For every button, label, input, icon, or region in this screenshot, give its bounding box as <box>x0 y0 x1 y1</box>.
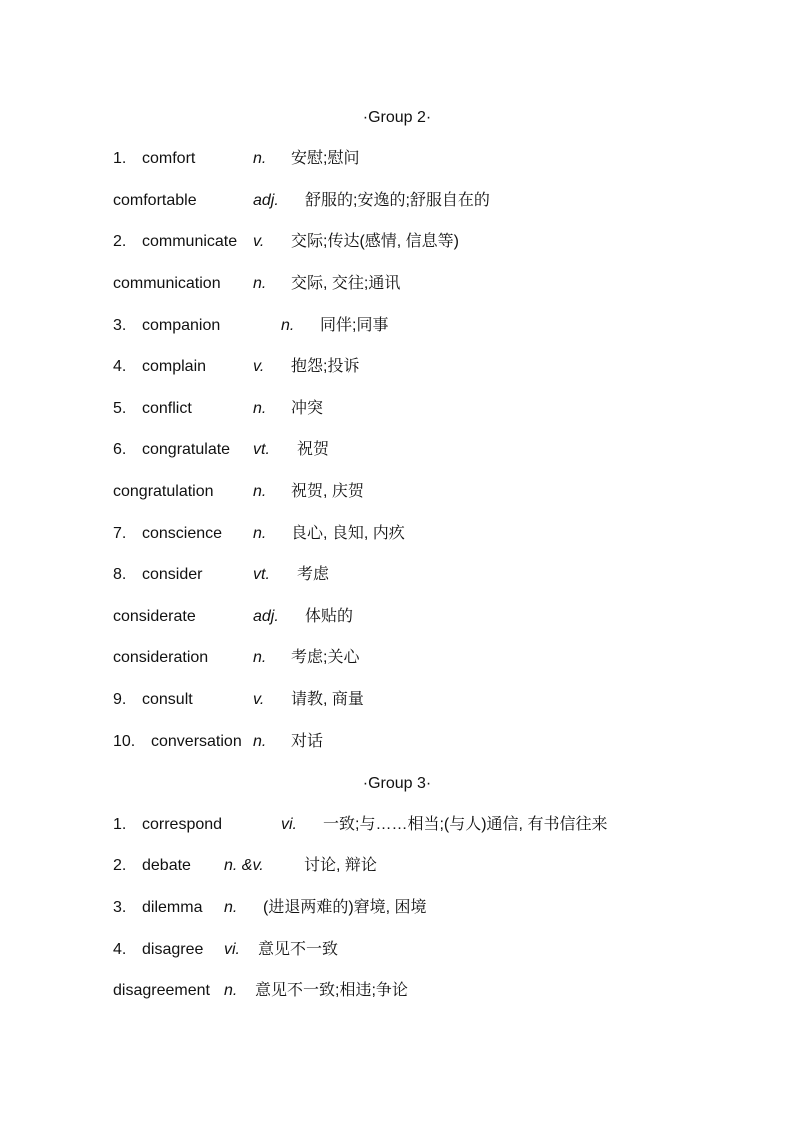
vocab-entry <box>0 523 794 545</box>
vocab-entry <box>0 731 794 753</box>
entry-meaning: 抱怨;投诉 <box>291 358 360 375</box>
entry-meaning: 冲突 <box>291 400 324 417</box>
entry-part-of-speech: v. <box>253 233 265 250</box>
entry-number: 4. <box>113 358 127 375</box>
vocab-entry <box>0 980 794 1002</box>
section-heading: ·Group 3· <box>362 775 432 792</box>
entry-number: 2. <box>113 233 127 250</box>
entry-part-of-speech: n. <box>253 150 267 167</box>
vocab-entry <box>0 439 794 461</box>
entry-meaning: 对话 <box>291 733 324 750</box>
entry-meaning: 同伴;同事 <box>320 317 389 334</box>
entry-word: dilemma <box>142 899 203 916</box>
entry-number: 9. <box>113 691 127 708</box>
entry-word: conscience <box>142 525 223 542</box>
entry-meaning: 考虑;关心 <box>291 649 360 666</box>
entry-word: congratulate <box>142 441 231 458</box>
entry-part-of-speech: vt. <box>253 566 270 583</box>
entry-number: 10. <box>113 733 136 750</box>
entry-meaning: 请教, 商量 <box>291 691 364 708</box>
entry-part-of-speech: adj. <box>253 192 279 209</box>
entry-word: conflict <box>142 400 192 417</box>
vocab-entry <box>0 231 794 253</box>
entry-meaning: 考虑 <box>297 566 330 583</box>
entry-meaning: 祝贺, 庆贺 <box>291 483 364 500</box>
entry-part-of-speech: v. <box>253 358 265 375</box>
entry-number: 3. <box>113 899 127 916</box>
entry-meaning: 交际, 交往;通讯 <box>291 275 401 292</box>
vocab-entry <box>0 481 794 503</box>
vocab-entry <box>0 855 794 877</box>
vocab-entry <box>0 897 794 919</box>
entry-word: considerate <box>113 608 196 625</box>
entry-number: 2. <box>113 857 127 874</box>
vocab-entry <box>0 647 794 669</box>
entry-part-of-speech: n. <box>224 899 238 916</box>
entry-meaning: 体贴的 <box>305 608 354 625</box>
entry-part-of-speech: n. <box>253 649 267 666</box>
vocab-entry <box>0 190 794 212</box>
vocab-entry <box>0 356 794 378</box>
entry-number: 3. <box>113 317 127 334</box>
entry-meaning: 交际;传达(感情, 信息等) <box>291 233 459 250</box>
entry-meaning: 意见不一致;相违;争论 <box>255 982 408 999</box>
entry-part-of-speech: n. <box>253 525 267 542</box>
entry-part-of-speech: n. <box>224 982 238 999</box>
entry-part-of-speech: vi. <box>224 941 240 958</box>
vocab-entry <box>0 315 794 337</box>
entry-word: consideration <box>113 649 209 666</box>
entry-meaning: 一致;与……相当;(与人)通信, 有书信往来 <box>323 816 608 833</box>
entry-word: congratulation <box>113 483 214 500</box>
entry-word: comfortable <box>113 192 197 209</box>
entry-meaning: 意见不一致 <box>258 941 339 958</box>
entry-word: complain <box>142 358 207 375</box>
entry-part-of-speech: n. <box>253 733 267 750</box>
entry-meaning: 祝贺 <box>297 441 330 458</box>
section-heading: ·Group 2· <box>362 109 432 126</box>
entry-word: disagree <box>142 941 204 958</box>
vocab-entry <box>0 564 794 586</box>
entry-number: 4. <box>113 941 127 958</box>
entry-meaning: (进退两难的)窘境, 困境 <box>263 899 427 916</box>
entry-word: communicate <box>142 233 238 250</box>
entry-part-of-speech: vt. <box>253 441 270 458</box>
entry-part-of-speech: vi. <box>281 816 297 833</box>
entry-part-of-speech: n. <box>253 483 267 500</box>
entry-word: disagreement <box>113 982 210 999</box>
entry-meaning: 良心, 良知, 内疚 <box>291 525 405 542</box>
vocab-entry <box>0 606 794 628</box>
entry-part-of-speech: n. <box>253 275 267 292</box>
entry-word: debate <box>142 857 191 874</box>
entry-word: conversation <box>151 733 242 750</box>
vocab-entry <box>0 814 794 836</box>
entry-part-of-speech: n. <box>253 400 267 417</box>
entry-number: 1. <box>113 816 127 833</box>
entry-word: comfort <box>142 150 196 167</box>
entry-word: consider <box>142 566 203 583</box>
entry-word: consult <box>142 691 193 708</box>
entry-part-of-speech: n. &v. <box>224 857 264 874</box>
entry-number: 8. <box>113 566 127 583</box>
entry-number: 6. <box>113 441 127 458</box>
vocab-entry <box>0 148 794 170</box>
entry-part-of-speech: v. <box>253 691 265 708</box>
vocab-entry <box>0 273 794 295</box>
entry-part-of-speech: n. <box>281 317 295 334</box>
entry-number: 5. <box>113 400 127 417</box>
vocab-entry <box>0 398 794 420</box>
entry-part-of-speech: adj. <box>253 608 279 625</box>
entry-word: communication <box>113 275 221 292</box>
entry-meaning: 讨论, 辩论 <box>304 857 377 874</box>
vocab-entry <box>0 939 794 961</box>
entry-meaning: 安慰;慰问 <box>291 150 360 167</box>
vocab-entry <box>0 689 794 711</box>
entry-number: 7. <box>113 525 127 542</box>
entry-word: correspond <box>142 816 223 833</box>
entry-number: 1. <box>113 150 127 167</box>
entry-word: companion <box>142 317 221 334</box>
entry-meaning: 舒服的;安逸的;舒服自在的 <box>305 192 490 209</box>
